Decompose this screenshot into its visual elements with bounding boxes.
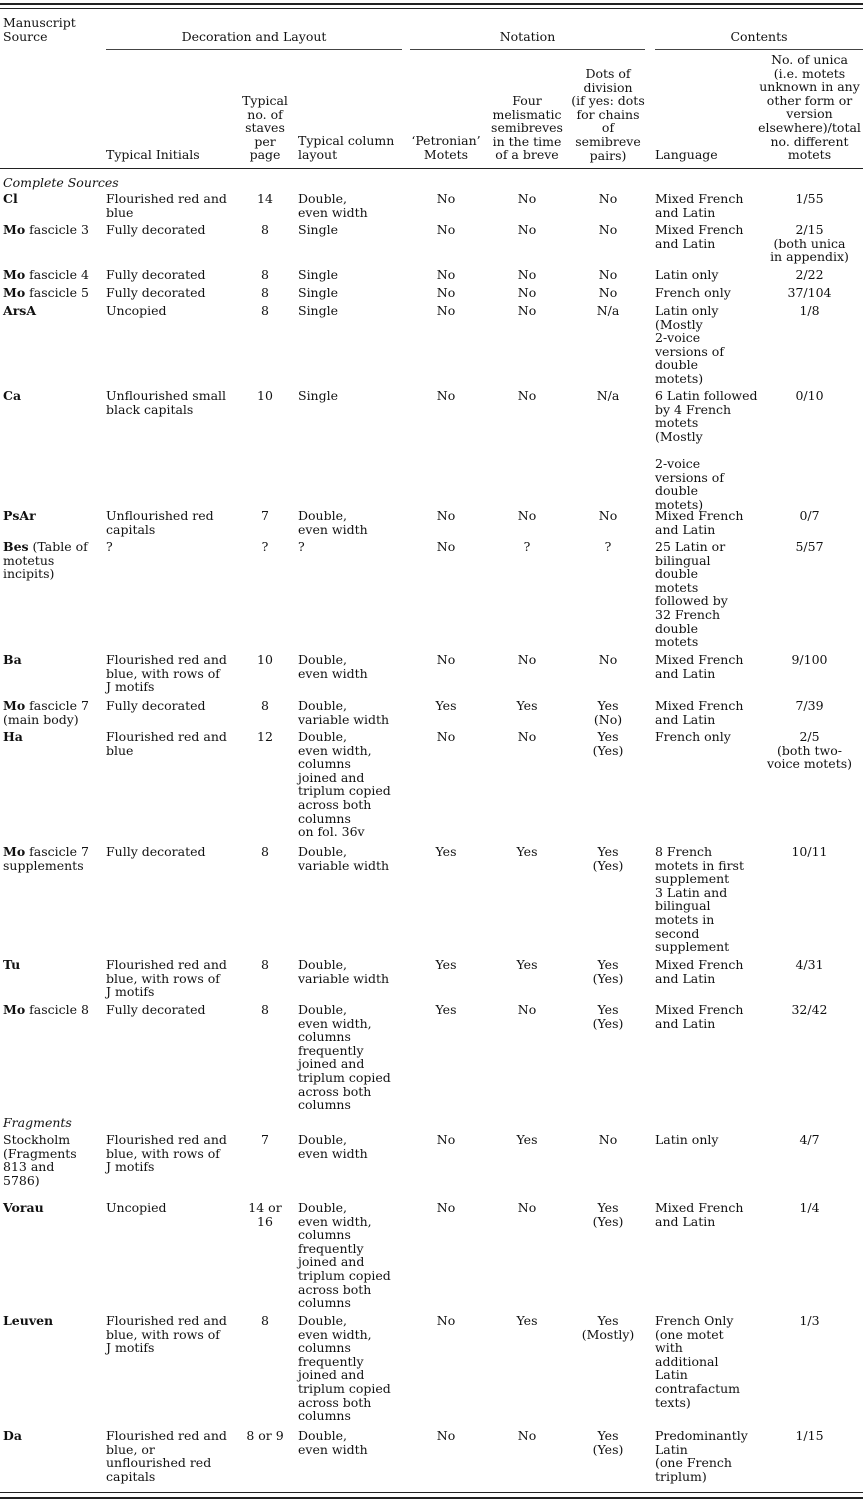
cell-unica: 1/8	[799, 303, 820, 318]
cell-staves: 8	[261, 844, 269, 859]
cell-initials: Fully decorated	[106, 285, 206, 300]
source-detail: fascicle 8	[25, 1002, 89, 1017]
cell-petronian: No	[436, 285, 456, 300]
cell-initials: Uncopied	[106, 303, 167, 318]
cell-unica: 0/10	[795, 388, 824, 403]
source-siglum: Ca	[3, 388, 22, 403]
cell-staves: 8	[261, 1313, 269, 1328]
cell-initials: Flourished red and blue, with rows of J motifs	[106, 652, 227, 695]
cell-petronian: Yes	[435, 957, 457, 972]
cell-semibreves: ?	[523, 539, 531, 554]
source-siglum: Leuven	[3, 1313, 54, 1328]
cell-semibreves: No	[517, 652, 537, 667]
cell-dots: No	[598, 1132, 618, 1147]
cell-petronian: No	[436, 652, 456, 667]
cell-dots: Yes (Yes)	[592, 1200, 624, 1229]
cell-unica: 4/7	[799, 1132, 820, 1147]
cell-unica: 0/7	[799, 508, 820, 523]
source-siglum: Vorau	[3, 1200, 44, 1215]
source-siglum: Mo	[3, 267, 26, 282]
cell-language: Mixed French and Latin	[655, 1200, 744, 1229]
source-siglum: Mo	[3, 222, 26, 237]
source-detail: fascicle 7 (main body)	[3, 698, 89, 727]
section-fragments: Fragments	[3, 1115, 72, 1130]
cell-language: French Only (one motet with additional Latin contrafactum texts)	[655, 1313, 741, 1410]
cell-semibreves: Yes	[516, 1313, 538, 1328]
group-rule-decoration	[106, 49, 402, 50]
cell-staves: 8	[261, 303, 269, 318]
cell-dots: N/a	[596, 388, 620, 403]
cell-unica: 2/15 (both unica in appendix)	[770, 222, 849, 265]
group-rule-contents	[655, 49, 863, 50]
cell-unica: 1/3	[799, 1313, 820, 1328]
cell-semibreves: No	[517, 285, 537, 300]
cell-semibreves: Yes	[516, 844, 538, 859]
cell-petronian: No	[436, 1313, 456, 1328]
cell-initials: Fully decorated	[106, 698, 206, 713]
cell-language: Mixed French and Latin	[655, 191, 744, 220]
cell-language: Latin only	[655, 1132, 719, 1147]
source-siglum: Tu	[3, 957, 21, 972]
cell-source	[3, 268, 103, 282]
header-manuscript-source: Manuscript Source	[3, 15, 76, 44]
cell-layout: Double, even width	[298, 1132, 368, 1161]
top-rule	[0, 3, 863, 5]
header-group-notation: Notation	[499, 29, 556, 44]
cell-layout: Double, even width, columns frequently joined and triplum copied across both columns	[298, 1002, 391, 1113]
cell-language: Mixed French and Latin	[655, 652, 744, 681]
header-semibreves: Four melismatic semibreves in the time of a breve	[491, 93, 563, 163]
cell-source	[3, 304, 103, 318]
cell-source	[3, 286, 103, 300]
cell-petronian: Yes	[435, 1002, 457, 1017]
cell-semibreves: Yes	[516, 1132, 538, 1147]
cell-dots: Yes (Yes)	[592, 729, 624, 758]
cell-unica: 1/4	[799, 1200, 820, 1215]
cell-language: Predominantly Latin (one French triplum)	[655, 1428, 748, 1484]
cell-source	[3, 845, 103, 872]
cell-unica: 1/55	[795, 191, 824, 206]
cell-layout: Single	[298, 388, 339, 403]
cell-semibreves: No	[517, 267, 537, 282]
cell-petronian: No	[436, 1200, 456, 1215]
cell-staves: 8	[261, 957, 269, 972]
cell-language: 8 French motets in first supplement 3 Latin and bilingual motets in second supplement	[655, 844, 744, 955]
cell-petronian: No	[436, 222, 456, 237]
cell-unica: 4/31	[795, 957, 824, 972]
cell-staves: 8	[261, 698, 269, 713]
cell-layout: Double, even width	[298, 652, 368, 681]
cell-semibreves: No	[517, 303, 537, 318]
cell-layout: Double, variable width	[298, 957, 390, 986]
cell-staves: 14 or 16	[248, 1200, 282, 1229]
cell-dots: ?	[604, 539, 612, 554]
cell-semibreves: No	[517, 388, 537, 403]
cell-semibreves: No	[517, 222, 537, 237]
section-complete-sources: Complete Sources	[3, 175, 119, 190]
header-staves: Typical no. of staves per page	[242, 93, 288, 163]
cell-source	[3, 1201, 103, 1215]
header-column-layout: Typical column layout	[298, 133, 395, 162]
source-siglum: Mo	[3, 698, 26, 713]
cell-layout: Single	[298, 285, 339, 300]
cell-language: French only	[655, 285, 731, 300]
cell-initials: Flourished red and blue, with rows of J motifs	[106, 1132, 227, 1175]
cell-layout: Double, variable width	[298, 698, 390, 727]
cell-initials: Unflourished red capitals	[106, 508, 214, 537]
cell-petronian: Yes	[435, 698, 457, 713]
cell-dots: No	[598, 652, 618, 667]
cell-language: 6 Latin followed by 4 French motets (Mostly 2-voice versions of double motets)	[655, 388, 758, 512]
cell-initials: Fully decorated	[106, 844, 206, 859]
cell-layout: Single	[298, 303, 339, 318]
cell-dots: N/a	[596, 303, 620, 318]
cell-unica: 9/100	[791, 652, 828, 667]
source-siglum: Da	[3, 1428, 22, 1443]
cell-staves: 7	[261, 508, 269, 523]
source-detail: fascicle 4	[25, 267, 89, 282]
cell-staves: 14	[257, 191, 273, 206]
cell-unica: 7/39	[795, 698, 824, 713]
source-siglum: ArsA	[3, 303, 37, 318]
cell-language: Latin only	[655, 267, 719, 282]
cell-semibreves: No	[517, 1200, 537, 1215]
source-siglum: Mo	[3, 844, 26, 859]
header-petronian: ‘Petronian’ Motets	[411, 133, 481, 162]
cell-initials: Flourished red and blue, with rows of J motifs	[106, 957, 227, 1000]
cell-unica: 32/42	[791, 1002, 828, 1017]
cell-unica: 2/5 (both two- voice motets)	[766, 729, 853, 772]
cell-unica: 10/11	[791, 844, 828, 859]
cell-unica: 5/57	[795, 539, 824, 554]
cell-petronian: No	[436, 1428, 456, 1443]
cell-staves: 8	[261, 267, 269, 282]
cell-source	[3, 192, 103, 206]
cell-semibreves: No	[517, 729, 537, 744]
cell-dots: No	[598, 285, 618, 300]
cell-initials: Flourished red and blue	[106, 729, 227, 758]
cell-staves: 10	[257, 388, 273, 403]
cell-language: Mixed French and Latin	[655, 222, 744, 251]
cell-source	[3, 1003, 103, 1017]
cell-language: Mixed French and Latin	[655, 957, 744, 986]
cell-petronian: No	[436, 191, 456, 206]
top-rule-inner	[0, 8, 863, 9]
cell-language: Latin only (Mostly 2-voice versions of double motets)	[655, 303, 724, 386]
cell-source	[3, 653, 103, 667]
cell-initials: Fully decorated	[106, 1002, 206, 1017]
source-detail: fascicle 3	[25, 222, 89, 237]
group-rule-notation	[410, 49, 645, 50]
cell-petronian: No	[436, 388, 456, 403]
cell-initials: Fully decorated	[106, 222, 206, 237]
cell-initials: Uncopied	[106, 1200, 167, 1215]
cell-initials: Flourished red and blue, with rows of J motifs	[106, 1313, 227, 1356]
source-siglum: Mo	[3, 285, 26, 300]
cell-source	[3, 509, 103, 523]
source-siglum: Mo	[3, 1002, 26, 1017]
cell-staves: 7	[261, 1132, 269, 1147]
cell-layout: Double, even width	[298, 508, 368, 537]
cell-dots: Yes (No)	[593, 698, 623, 727]
source-detail: fascicle 5	[25, 285, 89, 300]
cell-source	[3, 1133, 103, 1187]
cell-source	[3, 699, 103, 726]
cell-source	[3, 223, 103, 237]
cell-staves: 8	[261, 285, 269, 300]
cell-staves: 8 or 9	[246, 1428, 284, 1443]
cell-unica: 1/15	[795, 1428, 824, 1443]
cell-initials: Fully decorated	[106, 267, 206, 282]
cell-layout: Double, even width, columns frequently joined and triplum copied across both columns	[298, 1200, 391, 1311]
cell-staves: 10	[257, 652, 273, 667]
cell-dots: No	[598, 508, 618, 523]
cell-staves: 8	[261, 222, 269, 237]
header-group-decoration: Decoration and Layout	[181, 29, 327, 44]
header-initials: Typical Initials	[106, 147, 200, 162]
source-detail: fascicle 7 supplements	[3, 844, 89, 873]
cell-layout: Double, variable width	[298, 844, 390, 873]
cell-unica: 37/104	[787, 285, 832, 300]
cell-petronian: Yes	[435, 844, 457, 859]
source-siglum: Ha	[3, 729, 23, 744]
source-siglum: PsAr	[3, 508, 36, 523]
bottom-rule	[0, 1492, 863, 1493]
cell-layout: Double, even width	[298, 191, 368, 220]
cell-source	[3, 958, 103, 972]
cell-staves: ?	[261, 539, 269, 554]
cell-petronian: No	[436, 539, 456, 554]
cell-initials: Flourished red and blue, or unflourished red capitals	[106, 1428, 227, 1484]
header-unica: No. of unica (i.e. motets unknown in any other form or version elsewhere)/total no. different motets	[758, 52, 861, 163]
cell-semibreves: No	[517, 191, 537, 206]
cell-layout: Single	[298, 267, 339, 282]
header-language: Language	[655, 147, 718, 162]
cell-petronian: No	[436, 729, 456, 744]
cell-language: 25 Latin or bilingual double motets followed by 32 French double motets	[655, 539, 728, 650]
cell-source	[3, 540, 103, 581]
source-detail: Stockholm (Fragments 813 and 5786)	[3, 1132, 77, 1188]
header-group-contents: Contents	[730, 29, 788, 44]
cell-language: French only	[655, 729, 731, 744]
source-detail: (Table of motetus incipits)	[3, 539, 88, 582]
cell-semibreves: No	[517, 1002, 537, 1017]
cell-layout: Double, even width, columns frequently joined and triplum copied across both columns	[298, 1313, 391, 1424]
cell-source	[3, 1314, 103, 1328]
cell-layout: Double, even width	[298, 1428, 368, 1457]
cell-petronian: No	[436, 267, 456, 282]
cell-semibreves: No	[517, 1428, 537, 1443]
cell-staves: 12	[257, 729, 273, 744]
cell-unica: 2/22	[795, 267, 824, 282]
header-dots: Dots of division (if yes: dots for chains of semibreve pairs)	[571, 66, 645, 163]
cell-initials: Flourished red and blue	[106, 191, 227, 220]
cell-initials: Unflourished small black capitals	[106, 388, 227, 417]
cell-dots: Yes (Yes)	[592, 844, 624, 873]
cell-layout: Double, even width, columns joined and triplum copied across both columns on fol. 36v	[298, 729, 391, 840]
source-siglum: Bes	[3, 539, 29, 554]
cell-dots: No	[598, 191, 618, 206]
cell-semibreves: No	[517, 508, 537, 523]
cell-dots: No	[598, 267, 618, 282]
cell-source	[3, 389, 103, 403]
bottom-rule-outer	[0, 1497, 863, 1499]
cell-layout: ?	[298, 539, 305, 554]
cell-dots: Yes (Yes)	[592, 1002, 624, 1031]
cell-dots: No	[598, 222, 618, 237]
cell-layout: Single	[298, 222, 339, 237]
source-siglum: Ba	[3, 652, 22, 667]
cell-semibreves: Yes	[516, 957, 538, 972]
cell-language: Mixed French and Latin	[655, 1002, 744, 1031]
source-siglum: Cl	[3, 191, 18, 206]
cell-dots: Yes (Yes)	[592, 1428, 624, 1457]
cell-source	[3, 1429, 103, 1443]
cell-language: Mixed French and Latin	[655, 508, 744, 537]
cell-dots: Yes (Mostly)	[581, 1313, 635, 1342]
cell-source	[3, 730, 103, 744]
header-bottom-rule	[0, 168, 863, 169]
cell-semibreves: Yes	[516, 698, 538, 713]
cell-petronian: No	[436, 508, 456, 523]
cell-petronian: No	[436, 1132, 456, 1147]
cell-initials: ?	[106, 539, 113, 554]
cell-dots: Yes (Yes)	[592, 957, 624, 986]
cell-petronian: No	[436, 303, 456, 318]
cell-staves: 8	[261, 1002, 269, 1017]
cell-language: Mixed French and Latin	[655, 698, 744, 727]
